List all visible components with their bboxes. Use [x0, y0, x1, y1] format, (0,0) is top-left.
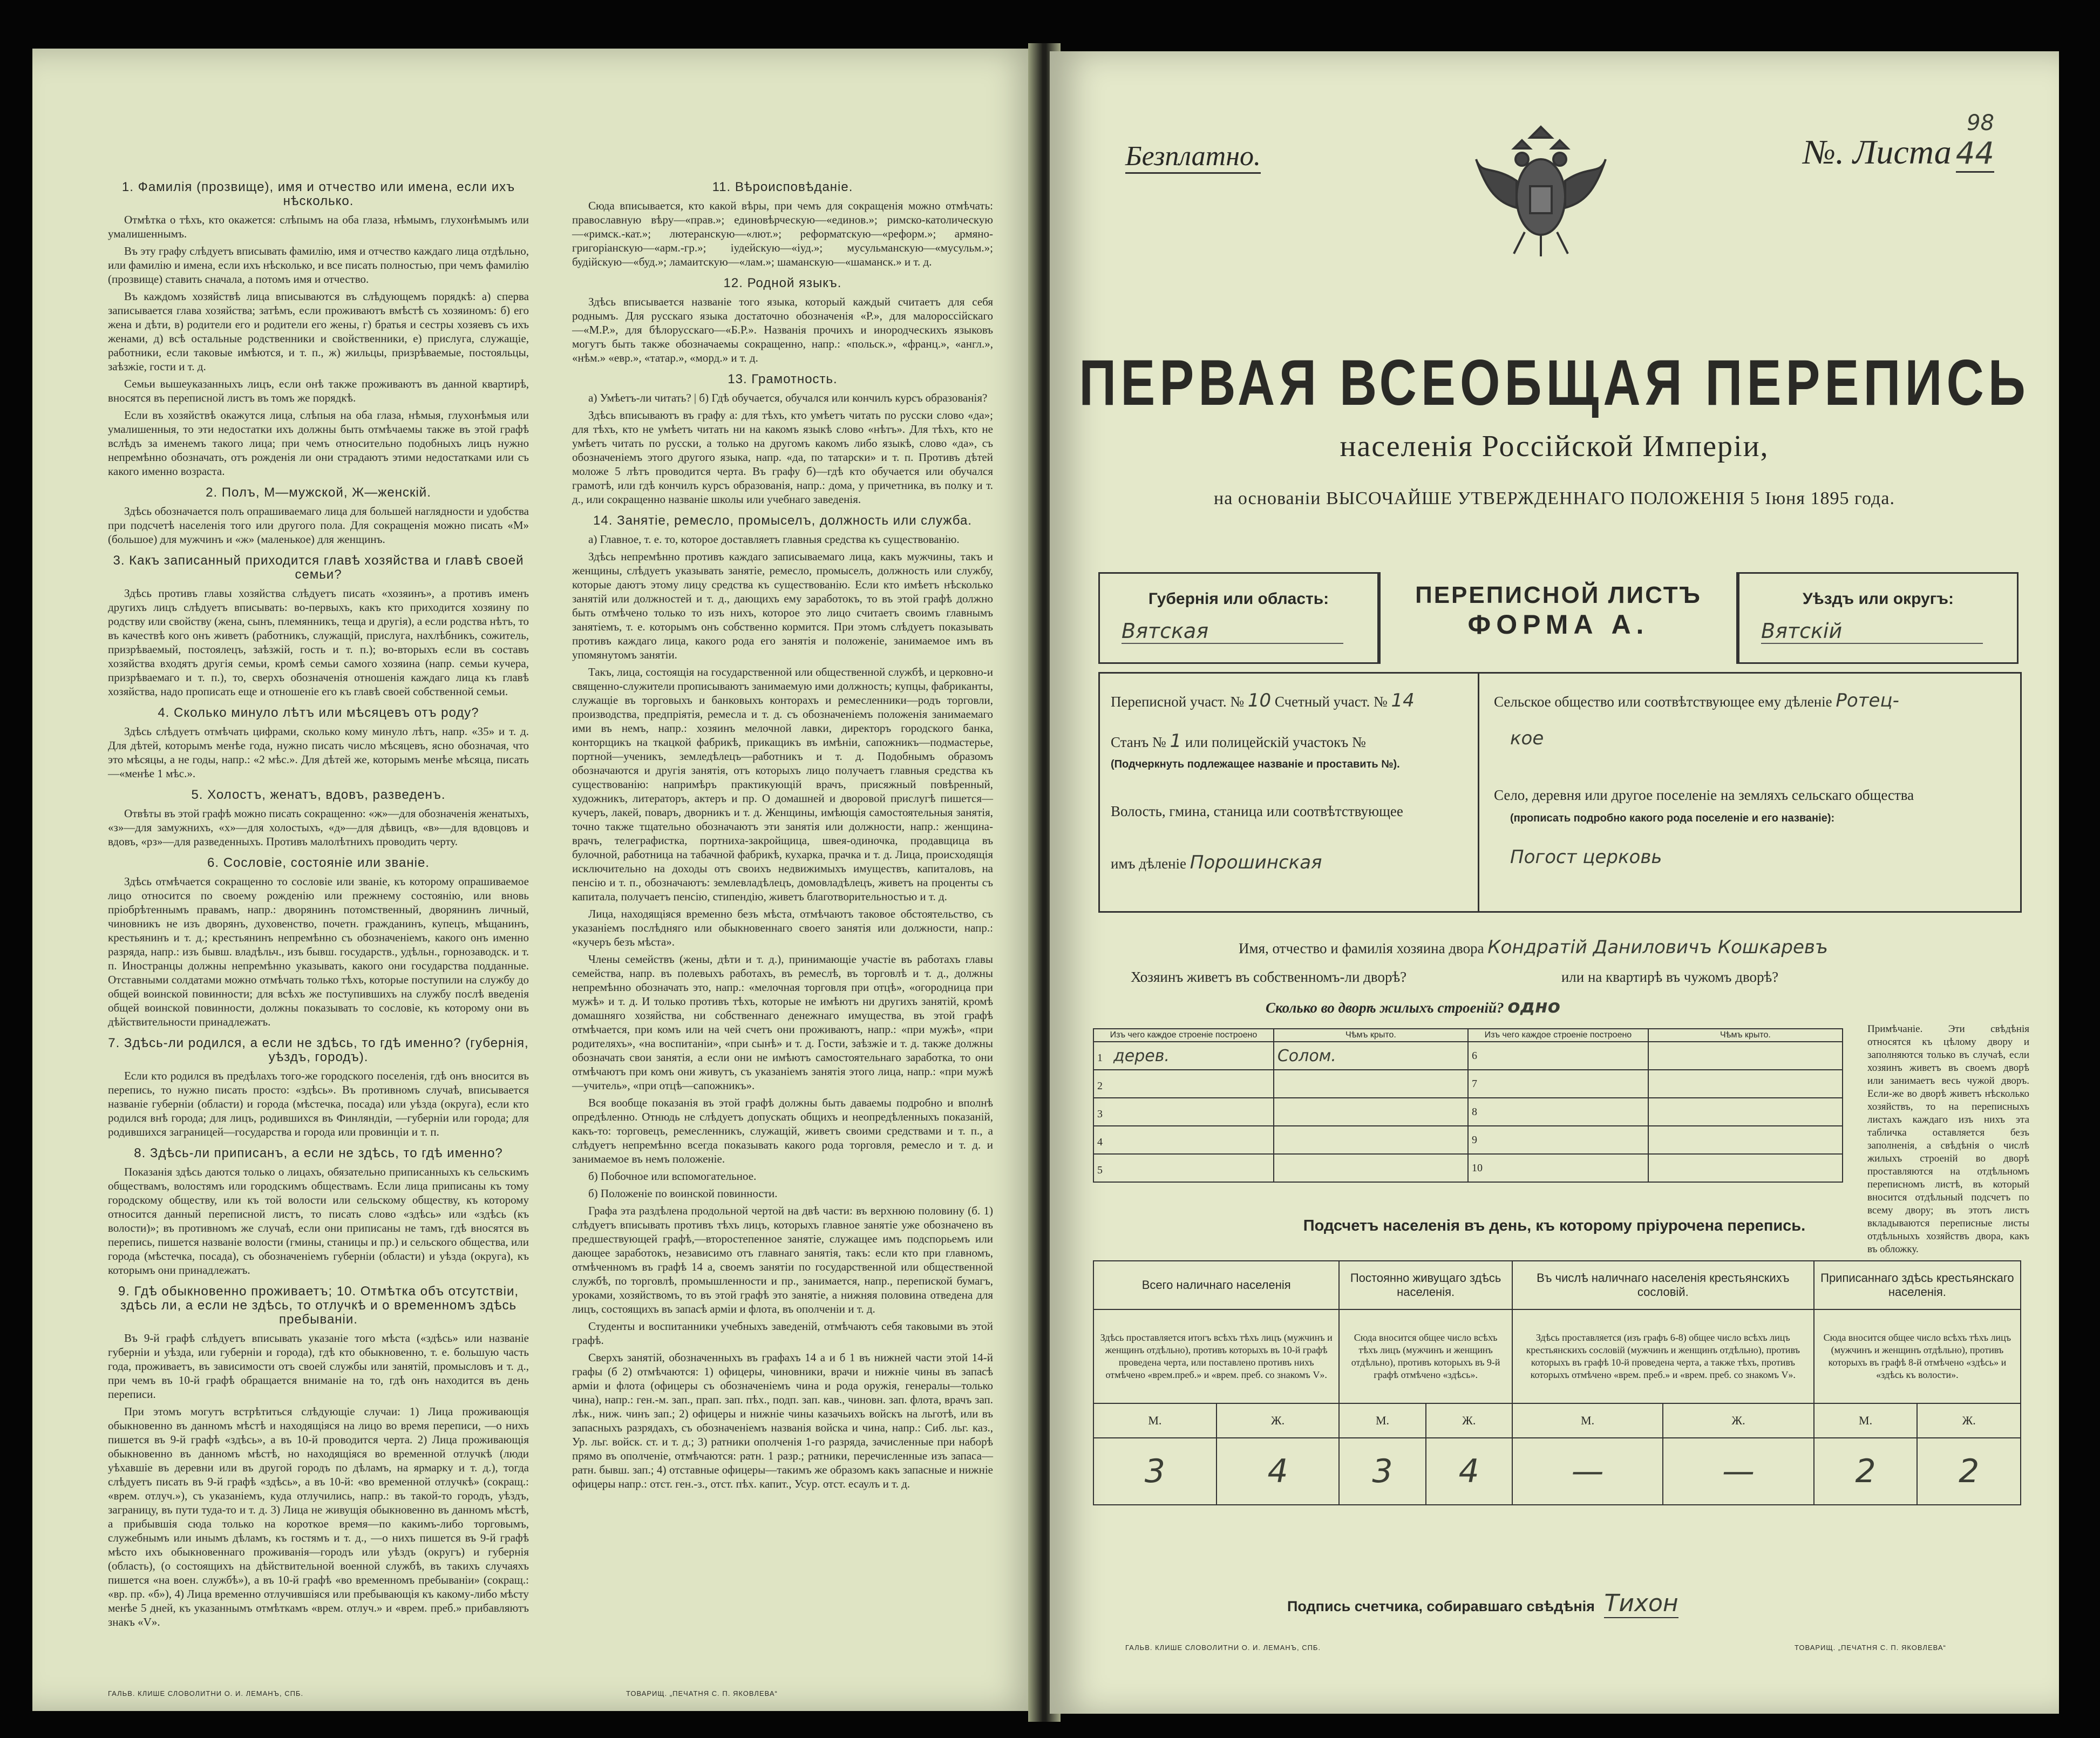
count-value: 4 [1426, 1438, 1512, 1505]
rent-label: или на квартирѣ въ чужомъ дворѣ? [1561, 969, 1779, 985]
section-paragraph: Въ эту графу слѣдуетъ вписывать фамилію, имя и отчество каждаго лица отдѣльно, или фамилію и имена, если ихъ нѣсколько, и все писать полностью, при чемъ фамилію (прозвище) ставить сначала, а потомъ имя и отчество. [108, 245, 529, 286]
form-footer-right: ТОВАРИЩ. „ПЕЧАТНЯ С. П. ЯКОВЛЕВА“ [1795, 1644, 1946, 1652]
volost-label: Волость, гмина, станица или соотвѣтствующее [1111, 803, 1403, 819]
section-paragraph: Сверхъ занятій, обозначенныхъ въ графахъ 14 а и б 1 въ нижней части этой 14-й графы (б 2) отмѣчаются: 1) офицеры, чиновники, врачи и нижніе чины въ запасѣ арміи и флота (офицеры съ обозначеніемъ чина и рода оружія, генералы—только чина), напр.: ген.-м. зап., прап. зап. пѣх., подп. зап. кав., чиновн. зап. флота, врачъ зап. лѣк., ниж. чинъ зап.; 2) офицеры и нижніе чины казачьихъ войскъ на льготѣ, или въ запасныхъ разрядахъ, съ обозначеніемъ названія войска и чина, напр.: Сиб. льг. каз., Ур. льг. войск. ст. и т. д.; 3) ратники ополченія 1-го разряда, зачисленные при наборѣ прямо въ ополченіе, отмѣчаются: ратн. 1 разр.; ратники, перечисленные изъ запаса—ратн. бывш. зап.; 4) отставные офицеры—такимъ же образомъ какъ запасные и нижніе офицеры напр.: отст. ген.-з., отст. пѣх. капит., Усур. отст. есаулъ и т. д. [572, 1351, 993, 1490]
section-paragraph: б) Положеніе по воинской повинности. [588, 1187, 778, 1200]
cell-text: 2 [1097, 1080, 1103, 1092]
census-title: ПЕРВАЯ ВСЕОБЩАЯ ПЕРЕПИСЬ [1079, 347, 2030, 419]
section-paragraph: Студенты и воспитанники учебныхъ заведеній, отмѣчаютъ себя таковыми въ этой графѣ. [572, 1320, 993, 1347]
society-value-2: кое [1510, 728, 1544, 749]
bld-material-cell [1093, 1126, 1274, 1154]
stan-line [1111, 730, 1366, 752]
bld-number-cell [1468, 1042, 1648, 1070]
count-header: Всего наличнаго населенія [1093, 1261, 1339, 1309]
province-box [1098, 572, 1379, 664]
section-paragraph: б) Побочное или вспомогательное. [588, 1170, 757, 1183]
enumerator-signature [1287, 1590, 1678, 1617]
section-heading: 4. Сколько минуло лѣтъ или мѣсяцевъ отъ роду? [158, 705, 479, 720]
count-description: Сюда вносится общее число всѣхъ тѣхъ лицъ (мужчинъ и женщинъ отдѣльно), противъ которыхъ въ 9-й графѣ отмѣчено «здѣсь». [1339, 1309, 1512, 1403]
buildings-line [1266, 996, 1560, 1017]
count-description: Здѣсь проставляется итогъ всѣхъ тѣхъ лицъ (мужчинъ и женщинъ отдѣльно), противъ которыхъ въ 10-й графѣ проведена черта, или поставлено противъ нихъ отмѣчено «врем.преб.» и «врем. преб. со знакомъ V». [1093, 1309, 1339, 1403]
female-header: Ж. [1663, 1403, 1813, 1438]
table-row [1093, 1098, 1843, 1126]
bld-roof-header-2: Чѣмъ крыто. [1648, 1029, 1843, 1042]
section-paragraph: Здѣсь непремѣнно противъ каждаго записываемаго лица, какъ мужчины, такъ и женщины, слѣдуетъ указывать занятіе, ремесло, промыселъ, должность или службу, которые даютъ этому лицу средства къ существованію. Если кто имѣетъ нѣсколько занятій или должностей и т. д., дающихъ ему заработокъ, то въ этой графѣ должно быть отмѣчено только то изъ нихъ, которое это лицо считаетъ своимъ главнымъ занятіемъ, т. е. которымъ онъ собственно кормится. При этомъ слѣдуетъ показывать противъ каждаго лица, какого рода его занятія и положеніе, занимаемое имъ въ упомянутомъ занятіи. [572, 550, 993, 661]
bld-number-cell [1468, 1070, 1648, 1098]
village-label: Село, деревня или другое поселеніе на земляхъ сельскаго общества [1494, 787, 1914, 803]
police-note-text: (Подчеркнуть подлежащее названіе и проставить №). [1111, 758, 1400, 770]
cell-text: 9 [1471, 1133, 1477, 1146]
signature-value: Тихон [1604, 1590, 1678, 1617]
section-heading: 1. Фамилія (прозвище), имя и отчество или имена, если ихъ нѣсколько. [121, 180, 515, 208]
bld-roof-cell [1274, 1126, 1468, 1154]
section-heading: 7. Здѣсь-ли родился, а если не здѣсь, то гдѣ именно? (губернія, уѣздъ, городъ). [108, 1036, 529, 1064]
section-paragraph: Здѣсь обозначается полъ опрашиваемаго лица для большей наглядности и удобства при подсчетѣ населенія того или другого пола. Для сокращенія можно писать «М» (большое) для мужчинъ и «ж» (маленькое) для женщинъ. [108, 505, 529, 546]
volost-label-2: имъ дѣленіе [1111, 856, 1187, 872]
sheet-number-label: №. Листа [1803, 133, 1952, 171]
male-header: М. [1093, 1403, 1216, 1438]
male-header: М. [1814, 1403, 1918, 1438]
village-value: Погост церковь [1510, 846, 1662, 868]
sheet-number-corrected: 98 [1967, 111, 1994, 135]
section-paragraph: Отвѣты въ этой графѣ можно писать сокращенно: «ж»—для обозначенія женатыхъ, «з»—для замужнихъ, «х»—для холостыхъ, «д»—для дѣвицъ, «в»—для вдовцовъ и вдовъ, «рз»—для разведенныхъ. Противъ малолѣтнихъ проводить черту. [108, 807, 529, 848]
count-value: 3 [1339, 1438, 1425, 1505]
bld-roof-cell [1274, 1070, 1468, 1098]
section-paragraph: Здѣсь слѣдуетъ отмѣчать цифрами, сколько кому минуло лѣтъ, напр. «35» и т. д. Для дѣтей, которымъ менѣе года, нужно писать число мѣсяцевъ, ясно обозначая, что это мѣсяцы, а не годы, напр.: «2 мѣс.». Для дѣтей же, которымъ менѣе мѣсяца, писать—«менѣе 1 мѣс.». [108, 725, 529, 780]
section-paragraph: Въ 9-й графѣ слѣдуетъ вписывать указаніе того мѣста («здѣсь» или названіе губерніи и уѣзда, или губерніи и города), гдѣ кто обыкновенно, т. е. большую часть года, проживаетъ, въ зависимости отъ своей службы или занятій, промысловъ и т. д., при чемъ въ 10-й графѣ обращается вниманіе на то, гдѣ онъ находится въ день переписи. [108, 1332, 529, 1401]
bld-material-cell [1093, 1042, 1274, 1070]
count-value: 4 [1216, 1438, 1340, 1505]
section-paragraph: Здѣсь отмѣчается сокращенно то сословіе или званіе, къ которому опрашиваемое лицо относится по своему рожденію или прежнему состоянію, или вновь пріобрѣтеннымъ правамъ, напр.: дворянинъ потомственный, дворянинъ личный, чиновникъ не изъ дворянъ, духовенство, почетн. гражданинъ, купецъ, мѣщанинъ, крестьянинъ и т. д.; крестьянинъ непремѣнно съ обозначеніемъ, какого онъ именно разряда, напр.: изъ бывш. владѣльч., изъ бывш. государств., удѣльн., горнозаводск. и т. п. Иностранцы должны непремѣнно указывать, какого они государства подданные. Отставными солдатами можно отмѣчать только тѣхъ, которые поступили на службу до общей воинской повинности; для всѣхъ же поступившихъ на службу послѣ введенія общей воинской повинности, должны показывать то сословіе, къ которому они въ дѣйствительности принадлежатъ. [108, 875, 529, 1028]
village-note-text: (прописать подробно какого рода поселеніе и его названіе): [1510, 812, 1835, 824]
female-header: Ж. [1917, 1403, 2021, 1438]
count-value: 2 [1917, 1438, 2021, 1505]
section-paragraph: Въ каждомъ хозяйствѣ лица вписываются въ слѣдующемъ порядкѣ: а) сперва записывается глава хозяйства; затѣмъ, если проживаютъ вмѣстѣ съ хозяиномъ: б) его жена и дѣти, в) родители его и родители его жены, г) братья и сестры хозяевъ съ ихъ женами, д) всѣ остальные родственники и свойственники, е) прислуга, служащіе, работники, если таковые имѣются, и т. п., ж) жильцы, призрѣваемые, постояльцы, заѣзжіе, гости и т. д. [108, 290, 529, 373]
bld-roof-cell-empty [1648, 1126, 1843, 1154]
section-heading: 9. Гдѣ обыкновенно проживаетъ; 10. Отмѣтка объ отсутствіи, здѣсь ли, а если не здѣсь, то отлучкѣ и о временномъ здѣсь пребываніи. [118, 1284, 519, 1327]
count-description: Здѣсь проставляется (изъ графъ 6-8) общее число всѣхъ лицъ крестьянскихъ сословій (мужчинъ и женщинъ отдѣльно), противъ которыхъ въ графѣ 10-й проведена черта, а также тѣхъ, противъ которыхъ отмѣчено «врем. преб.» и «врем. преб. со знакомъ V». [1512, 1309, 1814, 1403]
count-value: — [1512, 1438, 1663, 1505]
section-heading: 12. Родной языкъ. [723, 276, 842, 290]
police-note [1111, 755, 1400, 771]
society-label: Сельское общество или соотвѣтствующее ему дѣленіе [1494, 694, 1832, 710]
volost-value: Порошинская [1190, 852, 1322, 873]
census-decree: на основаніи ВЫСОЧАЙШЕ УТВЕРЖДЕННАГО ПОЛОЖЕНІЯ 5 Іюня 1895 года. [1214, 488, 1895, 508]
table-row [1093, 1070, 1843, 1098]
count-district-value: 14 [1391, 690, 1415, 711]
section-paragraph: Лица, находящіяся временно безъ мѣста, отмѣчаютъ таковое обстоятельство, съ указаніемъ послѣдняго или обыкновеннаго своего занятія или должности, напр.: «кучеръ безъ мѣста». [572, 907, 993, 948]
section-paragraph: Если кто родился въ предѣлахъ того-же городского поселенія, гдѣ онъ вносится въ перепись, то нужно писать просто: «здѣсь». Въ противномъ случаѣ, вписывается названіе губерніи (области) и города (мѣстечка, посада) или уѣзда (округа), если кто родился внѣ города; для лицъ, родившихся въ Финляндіи, —губерніи или города; для родившихся заграницей—государства и города или провинціи и т. п. [108, 1069, 529, 1138]
table-row [1093, 1126, 1843, 1154]
sheet-number-value: 44 [1956, 136, 1994, 173]
bld-roof-cell-empty [1648, 1042, 1843, 1070]
section-heading: 5. Холостъ, женатъ, вдовъ, разведенъ. [191, 787, 446, 802]
cell-text: 5 [1097, 1164, 1103, 1176]
owner-value: Кондратій Даниловичъ Кошкаревъ [1487, 936, 1828, 958]
section-heading: 8. Здѣсь-ли приписанъ, а если не здѣсь, то гдѣ именно? [134, 1146, 503, 1160]
female-header: Ж. [1216, 1403, 1340, 1438]
section-paragraph: Такъ, лица, состоящія на государственной или общественной службѣ, и церковно-и священно-служители прописываютъ занимаемую ими должность; купцы, фабриканты, служащіе въ торговыхъ и банковыхъ конторахъ и ремесленники—родъ торговли, производства, предпріятія, ремесла и т. д. съ обозначеніемъ положенія занимаемаго ими въ немъ, напр.: хозяинъ мелочной лавки, директоръ городского банка, конторщикъ на ткацкой фабрикѣ, прикащикъ въ имѣніи, сапожникъ—подмастерье, портной—ученикъ, земледѣлецъ—работникъ и т. д. Подобнымъ образомъ обозначаются и другія занятія, отъ которыхъ лицо получаетъ главныя средства къ существованію: напримѣръ практикующій врачъ, присяжный повѣренный, художникъ, литераторъ, актеръ и пр. О домашней и дворовой прислугѣ пишется—кучеръ, лакей, поваръ, дворникъ и т. д. Женщины, имѣющія самостоятельныя занятія, точно также тщательно обозначаютъ эти занятія или должности, напр.: женщина-врачъ, телеграфистка, портниха-закройщица, швея-одиночка, продавщица въ булочной, работница на табачной фабрикѣ, кухарка, прачка и т. д. Лица, происходящія исключительно на доходы отъ своихъ недвижимыхъ имуществъ, капиталовъ, на пенсію и т. п., обозначаютъ: землевладѣлецъ, домовладѣлецъ, живетъ на проценты съ капитала, получаетъ пенсію, стипендію, живетъ благотворительностью и т. д. [572, 666, 993, 903]
printer-footer-right: ТОВАРИЩ. „ПЕЧАТНЯ С. П. ЯКОВЛЕВА“ [626, 1689, 778, 1698]
cell-text: Солом. [1277, 1046, 1336, 1065]
census-district-value: 10 [1247, 690, 1272, 711]
bld-number-cell [1468, 1126, 1648, 1154]
form-footer-left: ГАЛЬВ. КЛИШЕ СЛОВОЛИТНИ О. И. ЛЕМАНЪ, СПБ. [1125, 1644, 1321, 1652]
table-row [1093, 1042, 1843, 1070]
population-count-table [1093, 1260, 2021, 1505]
bld-number-cell [1468, 1154, 1648, 1182]
stan-value: 1 [1170, 730, 1182, 752]
police-district-label: или полицейскій участокъ № [1185, 734, 1366, 750]
owner-label: Имя, отчество и фамилія хозяина двора [1239, 940, 1484, 956]
section-paragraph: Члены семействъ (жены, дѣти и т. д.), принимающіе участіе въ работахъ главы семейства, напр. въ полевыхъ работахъ, въ ремеслѣ, въ торговлѣ и т. д., должны непремѣнно обозначать это, напр.: «мелочная торговля при отцѣ», «огородница при мужѣ» и т. д. И только противъ тѣхъ, которые не имѣютъ ни другихъ занятій, кромѣ домашняго хозяйства, ни собственнаго денежнаго имущества, въ этой графѣ отмѣчается, при комъ или на чей счетъ они проживаютъ, напр.: «при мужѣ», «при родителяхъ», «на воспитаніи», «при сынѣ» и т. д. Гости, заѣзжіе и т. д. также должны обозначать свои занятія, а если они не имѣютъ самостоятельнаго заработка, то они отмѣчаютъ при комъ они живутъ, съ указаніемъ занятія этого лица, напр.: «при мужѣ—учитель», «при отцѣ—сапожникъ». [572, 953, 993, 1092]
count-district-label: Счетный участ. № [1274, 694, 1388, 710]
section-heading: 13. Грамотность. [728, 372, 838, 386]
count-header: Въ числѣ наличнаго населенія крестьянскихъ сословій. [1512, 1261, 1814, 1309]
village-note [1510, 809, 1834, 825]
instructions-column-2 [572, 173, 993, 1494]
owner-line [1239, 936, 1828, 958]
male-header: М. [1512, 1403, 1663, 1438]
volost-line [1111, 852, 1322, 873]
count-value: 3 [1093, 1438, 1216, 1505]
society-line-2 [1510, 728, 1544, 749]
bld-roof-header: Чѣмъ крыто. [1274, 1029, 1468, 1042]
enumeration-districts [1111, 690, 1415, 711]
bld-roof-cell [1274, 1154, 1468, 1182]
bld-material-header-2: Изъ чего каждое строеніе построено [1468, 1029, 1648, 1042]
bld-material-header: Изъ чего каждое строеніе построено [1093, 1029, 1274, 1042]
section-heading: 3. Какъ записанный приходится главѣ хозяйства и главѣ своей семьи? [113, 553, 524, 582]
free-label: Безплатно. [1125, 140, 1261, 174]
section-heading: 2. Полъ, М—мужской, Ж—женскій. [206, 485, 431, 500]
cell-text: 7 [1471, 1077, 1477, 1090]
section-paragraph: При этомъ могутъ встрѣтиться слѣдующіе случаи: 1) Лица проживающія обыкновенно въ данномъ мѣстѣ и находящіяся на лицо во время переписи, —о нихъ пишется въ 9-й графѣ «здѣсь», а въ 10-й проводится черта. 2) Лица проживающія обыкновенно въ данномъ мѣстѣ, но находящіяся во временной отлучкѣ (люди уѣхавшіе въ деревни или въ другой городъ по дѣламъ, на ярмарку и т. д.), тогда слѣдуетъ писать въ 9-й графѣ «здѣсь», а въ 10-й: «во временной отлучкѣ» (сокращ.: «врем. отлуч.»), съ указаніемъ, куда отлучились, напр.: въ такой-то городъ, уѣздъ, заграницу, въ пути туда-то и т. д. 3) Лица не живущія обыкновенно въ данномъ мѣстѣ, а прибывшія сюда только на короткое время—по какимъ-либо торговымъ, служебнымъ или инымъ дѣламъ, къ гостямъ и т. д., —о нихъ пишется въ 9-й графѣ мѣсто ихъ обыкновеннаго проживанія—городъ или уѣздъ (округъ) и губернія (область), (о состоящихъ на дѣйствительной военной службѣ, въ такихъ случаяхъ пишется «на воен. службѣ»), а въ 10-й графѣ «во временномъ пребываніи» (сокращ.: «вр. пр. «б»), 4) Лица временно отлучившіяся или пребывающія къ какому-либо мѣсту менѣе 5 дней, къ указаннымъ отмѣткамъ «врем. отлуч.» и «врем. преб.» прибавляютъ знакъ «V». [108, 1405, 529, 1628]
instructions-page [32, 49, 1042, 1711]
cell-material: дерев. [1113, 1046, 1170, 1065]
district-label: Уѣздъ или округъ: [1802, 590, 1954, 608]
sheet-number [1803, 111, 1994, 172]
section-paragraph: Графа эта раздѣлена продольной чертой на двѣ части: въ верхнюю половину (б. 1) слѣдуетъ вписывать противъ тѣхъ лицъ, которыхъ главное занятіе уже обозначено въ предшествующей графѣ,—второстепенное занятіе, служащее имъ подспорьемъ или дающее заработокъ, независимо отъ главнаго занятія, такъ: если кто при главномъ, отмѣченномъ въ графѣ 14 а, своемъ занятіи по государственной или общественной службѣ, по торговлѣ, промышленности и пр., занимается, напр., перепиской бумагъ, уроками, хозяйствомъ, то въ этой графѣ это занятіе, а нижняя половина отведена для лицъ, состоящихъ въ запасѣ арміи и флота, въ ополченіи и т. д. [572, 1204, 993, 1315]
form-title: ПЕРЕПИСНОЙ ЛИСТЪ [1415, 582, 1702, 608]
printer-footer-left: ГАЛЬВ. КЛИШЕ СЛОВОЛИТНИ О. И. ЛЕМАНЪ, СПБ. [108, 1689, 304, 1698]
table-row [1093, 1154, 1843, 1182]
count-value: — [1663, 1438, 1813, 1505]
bld-material-cell [1093, 1154, 1274, 1182]
section-paragraph: Если въ хозяйствѣ окажутся лица, слѣпыя на оба глаза, нѣмыя, глухонѣмыя или умалишенныя, то эти недостатки ихъ должны быть отмѣчаемы также въ этой графѣ вслѣдъ за именемъ такого лица; при чемъ относительно подобныхъ лицъ нужно непремѣнно обозначать, отъ рожденія ли они страдаютъ этими недостатками или съ какого именно возраста. [108, 409, 529, 478]
province-value: Вятская [1122, 619, 1343, 644]
form-title-box [1379, 572, 1738, 664]
count-header: Постоянно живущаго здѣсь населенія. [1339, 1261, 1512, 1309]
count-header: Приписаннаго здѣсь крестьянскаго населенія. [1814, 1261, 2021, 1309]
province-label: Губернія или область: [1148, 590, 1329, 608]
buildings-note: Примѣчаніе. Эти свѣдѣнія относятся къ цѣлому двору и заполняются только въ случаѣ, если хозяинъ живетъ въ своемъ дворѣ или занимаетъ весь чужой дворъ. Если-же во дворѣ живетъ нѣсколько хозяйствъ, то на переписныхъ листахъ каждаго изъ нихъ эта табличка оставляется безъ заполненія, а свѣдѣнія о числѣ жилыхъ строеній во дворѣ проставляются на отдѣльномъ переписномъ листѣ, въ который вносится отдѣльный подсчетъ по всему двору; въ этотъ листъ вкладываются переписные листы отдѣльныхъ хозяйствъ двора, какъ въ обложку. [1867, 1023, 2029, 1255]
count-value: 2 [1814, 1438, 1918, 1505]
society-line [1494, 690, 1899, 711]
census-subtitle: населенія Россійской Имперіи, [1340, 430, 1769, 463]
cell-text: 3 [1097, 1108, 1103, 1120]
cell-text: 8 [1471, 1105, 1477, 1118]
section-paragraph: Семьи вышеуказанныхъ лицъ, если онѣ также проживаютъ въ данной квартирѣ, вносятся въ переписной листъ въ томъ же порядкѣ. [108, 377, 529, 404]
cell-text: 1 [1097, 1051, 1103, 1064]
section-paragraph: Здѣсь вписывается названіе того языка, который каждый считаетъ для себя роднымъ. Для русскаго языка достаточно обозначенія «Р.», для малороссійскаго—«М.Р.», для бѣлорусскаго—«Б.Р.». Названія прочихъ и инородческихъ языковъ могутъ быть также обозначаемы сокращенно, напр.: «польск.», «франц.», «англ.», «нѣм.» «евр.», «татар.», «морд.» и т. д. [572, 295, 993, 364]
census-form-page [1050, 51, 2059, 1714]
census-district-label: Переписной участ. № [1111, 694, 1245, 710]
buildings-label: Сколько во дворѣ жилыхъ строеній? [1266, 1000, 1504, 1016]
buildings-value: одно [1507, 996, 1560, 1017]
village-line [1510, 846, 1662, 868]
section-paragraph: Сюда вписывается, кто какой вѣры, при чемъ для сокращенія можно отмѣчать: православную вѣру—«прав.»; единовѣрческую—«единов.»; римско-католическую—«римск.-кат.»; лютеранскую—«лют.»; реформатскую—«реформ.»; армяно-григоріанскую—«арм.-гр.»; іудейскую—«іуд.»; мусульманскую—«мусульм.»; будійскую—«буд.»; ламаитскую—«лам.»; шаманскую—«шаманск.» и т. д. [572, 199, 993, 268]
instructions-column-1 [108, 173, 529, 1632]
form-type: ФОРМА А. [1467, 609, 1649, 640]
buildings-table [1093, 1028, 1843, 1183]
section-paragraph: Вся вообще показанія въ этой графѣ должны быть даваемы подробно и вполнѣ опредѣленно. Отнюдь не слѣдуетъ допускать общихъ и неопредѣленныхъ показаній, какъ-то: торговецъ, ремесленникъ, служащій, живетъ своими средствами и т. п., а слѣдуетъ непремѣнно всегда показывать какого рода торговля, ремесло и т. д. и занимаемое въ немъ положеніе. [572, 1096, 993, 1165]
district-box [1738, 572, 2019, 664]
female-header: Ж. [1426, 1403, 1512, 1438]
section-paragraph: Здѣсь противъ главы хозяйства слѣдуетъ писать «хозяинъ», а противъ именъ другихъ лицъ слѣдуетъ вписывать: во-первыхъ, какъ кто приходится хозяину по родству или свойству (жена, сынъ, племянникъ, теща и другія), а если родства нѣтъ, то въ качествѣ кого онъ живетъ (работникъ, служащій, прислуга, нахлѣбникъ, сожитель, призрѣваемый, постоялецъ, заѣзжій, гость и т. п.); во-вторыхъ если въ составъ хозяйства входятъ другія семьи, кромѣ семьи самого хозяина (напр. семьи кучера, призрѣваемаго и т. п.), то, сверхъ обозначенія отношенія каждаго лица къ главѣ хозяйства, надо прописать еще и отношеніе его къ главѣ своей собственной семьи. [108, 587, 529, 698]
section-paragraph: Здѣсь вписываютъ въ графу а: для тѣхъ, кто умѣетъ читать по русски слово «да»; для тѣхъ, кто не умѣетъ читать ни на какомъ языкѣ слово «нѣтъ». Для тѣхъ, кто не умѣетъ читать по русски, а только на другомъ какомъ либо языкѣ, слово «да», съ обозначеніемъ этого другого языка, напр. «да, по татарски» и т. п. Противъ дѣтей моложе 5 лѣтъ проводится черта. Въ графу б)—гдѣ кто обучается или обучался грамотѣ, или гдѣ кончилъ курсъ образованія, напр.: дома, у причетника, въ полку и т. д., или сокращенно названіе школы или учебнаго заведенія. [572, 409, 993, 506]
section-heading: 6. Сословіе, состояніе или званіе. [207, 856, 430, 870]
stan-label: Станъ № [1111, 734, 1166, 750]
signature-label: Подпись счетчика, собиравшаго свѣдѣнія [1287, 1598, 1595, 1614]
location-divider [1478, 674, 1479, 911]
location-block [1098, 672, 2022, 913]
society-value: Ротец- [1836, 690, 1899, 711]
count-description: Сюда вносится общее число всѣхъ тѣхъ лицъ (мужчинъ и женщинъ отдѣльно), противъ которыхъ въ графѣ 8-й отмѣчено «здѣсь» и «здѣсь къ волости». [1814, 1309, 2021, 1403]
bld-roof-cell-empty [1648, 1098, 1843, 1126]
section-heading: 14. Занятіе, ремесло, промыселъ, должность или служба. [593, 513, 972, 528]
bld-material-cell [1093, 1098, 1274, 1126]
cell-text: 4 [1097, 1136, 1103, 1148]
section-paragraph: Показанія здѣсь даются только о лицахъ, обязательно приписанныхъ къ сельскимъ обществамъ, волостямъ или городскимъ обществамъ. Если лица приписаны къ тому городскому обществу, или къ той волости или сельскому обществу, къ которому относится данный переписной листъ, то писать слово «здѣсь» или «здѣсь (къ волости)»; въ противномъ же случаѣ, если они приписаны не тамъ, гдѣ вносятся въ перепись, пишется названіе волости (гмины, станицы и пр.) и сельского общества, или города (мѣстечка, посада), съ обозначеніемъ губерніи (области) и уѣзда (округа), къ которымъ они принадлежатъ. [108, 1165, 529, 1277]
own-yard-label: Хозяинъ живетъ въ собственномъ-ли дворѣ? [1131, 969, 1407, 985]
population-count-title: Подсчетъ населенія въ день, къ которому пріурочена перепись. [1303, 1217, 1806, 1234]
bld-roof-cell-empty [1648, 1070, 1843, 1098]
bld-roof-cell [1274, 1042, 1468, 1070]
bld-number-cell [1468, 1098, 1648, 1126]
section-paragraph: Отмѣтка о тѣхъ, кто окажется: слѣпымъ на оба глаза, нѣмымъ, глухонѣмымъ или умалишеннымъ. [108, 213, 529, 240]
section-paragraph: а) Главное, т. е. то, которое доставляетъ главныя средства къ существованію. [588, 533, 960, 546]
bld-roof-cell [1274, 1098, 1468, 1126]
district-value: Вятскій [1761, 619, 1983, 644]
section-heading: 11. Вѣроисповѣданіе. [712, 180, 853, 194]
bld-material-cell [1093, 1070, 1274, 1098]
male-header: М. [1339, 1403, 1425, 1438]
bld-roof-cell-empty [1648, 1154, 1843, 1182]
section-paragraph: а) Умѣетъ-ли читать? | б) Гдѣ обучается, обучался или кончилъ курсъ образованія? [588, 391, 988, 404]
yard-line [1131, 969, 1778, 986]
imperial-eagle-icon [1471, 116, 1611, 262]
cell-text: 10 [1471, 1162, 1483, 1174]
cell-text: 6 [1471, 1049, 1477, 1062]
